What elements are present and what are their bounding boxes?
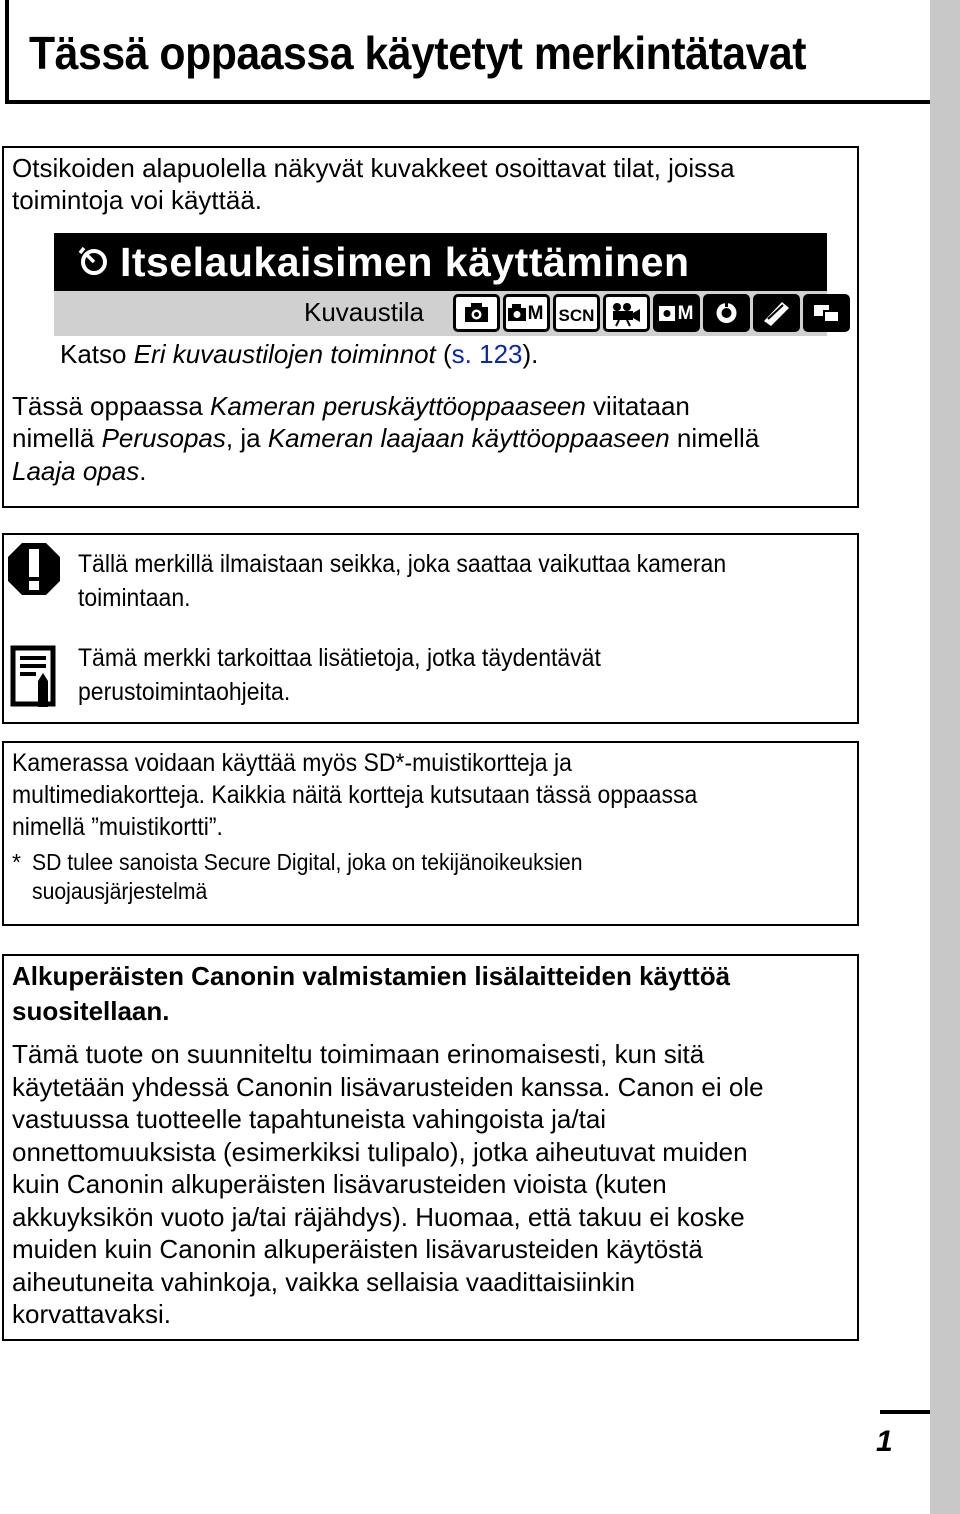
accessories-text-line: kuin Canonin alkuperäisten lisävarusteiden vioista (kuten bbox=[12, 1169, 667, 1199]
memo-text-line-1: Tämä merkki tarkoittaa lisätietoja, jotka täydentävät bbox=[78, 644, 601, 672]
memo-text-line-2: perustoimintaohjeita. bbox=[78, 678, 291, 706]
manuals-line-2: nimellä Perusopas, ja Kameran laajaan käyttöoppaaseen nimellä bbox=[12, 423, 760, 453]
example-section-title: Itselaukaisimen käyttäminen bbox=[120, 239, 690, 285]
accessories-text-line: vastuussa tuotteelle tapahtuneista vahingoista ja/tai bbox=[12, 1104, 607, 1134]
movie-mode-icon bbox=[603, 294, 650, 332]
accessories-text-line: korvattavaksi. bbox=[12, 1299, 171, 1329]
camera-auto-mode-icon bbox=[453, 294, 500, 332]
page-header bbox=[5, 0, 930, 104]
self-timer-icon bbox=[78, 245, 110, 277]
caution-text-line-1: Tällä merkillä ilmaistaan seikka, joka saattaa vaikuttaa kameran bbox=[78, 550, 727, 578]
shooting-mode-label: Kuvaustila bbox=[304, 297, 424, 327]
accessories-text-line: akkuyksikön vuoto ja/tai räjähdys). Huomaa, että takuu ei koske bbox=[12, 1202, 745, 1232]
intro-line-2: toimintoja voi käyttää. bbox=[12, 185, 263, 215]
memo-icon bbox=[10, 645, 58, 710]
sd-line-1: Kamerassa voidaan käyttää myös SD*-muistikortteja ja bbox=[12, 749, 572, 777]
sd-line-2: multimediakortteja. Kaikkia näitä kortteja kutsutaan tässä oppaassa bbox=[12, 781, 698, 809]
manuals-line-1: Tässä oppaassa Kameran peruskäyttöoppaaseen viitataan bbox=[12, 391, 690, 421]
caution-text-line-2: toimintaan. bbox=[78, 584, 191, 612]
shooting-mode-bar bbox=[54, 291, 827, 336]
see-reference: Katso Eri kuvaustilojen toiminnot (s. 123). bbox=[60, 339, 539, 369]
manuals-line-3: Laaja opas. bbox=[12, 456, 147, 486]
accessories-text-line: käytetään yhdessä Canonin lisävarusteiden kanssa. Canon ei ole bbox=[12, 1072, 764, 1102]
accessories-text-line: muiden kuin Canonin alkuperäisten lisävarusteiden käytöstä bbox=[12, 1234, 703, 1264]
accessories-text-line: aiheutuneita vahinkoja, vaikka sellaisia vaadittaisiinkin bbox=[12, 1267, 635, 1297]
shooting-mode-icons bbox=[453, 294, 850, 332]
caution-icon bbox=[8, 543, 60, 598]
side-tab-bar bbox=[930, 0, 960, 1514]
accessories-text-line: Tämä tuote on suunniteltu toimimaan erinomaisesti, kun sitä bbox=[12, 1039, 705, 1069]
accessories-text-line: onnettomuuksista (esimerkiksi tulipalo), jotka aiheutuvat muiden bbox=[12, 1137, 748, 1167]
footnote-line-1: SD tulee sanoista Secure Digital, joka on tekijänoikeuksien bbox=[32, 849, 583, 875]
page-title: Tässä oppaassa käytetyt merkintätavat bbox=[29, 27, 807, 79]
page-reference-link[interactable]: s. 123 bbox=[451, 339, 523, 369]
intro-line-1: Otsikoiden alapuolella näkyvät kuvakkeet osoittavat tilat, joissa bbox=[12, 153, 735, 183]
page-number: 1 bbox=[876, 1425, 893, 1458]
footnote-mark: * bbox=[12, 849, 21, 875]
accessories-heading-line-2: suositellaan. bbox=[12, 996, 170, 1026]
accessories-heading-line-1: Alkuperäisten Canonin valmistamien lisälaitteiden käyttöä bbox=[12, 961, 731, 991]
example-section-header bbox=[54, 233, 827, 291]
color-swap-mode-icon bbox=[803, 294, 850, 332]
special-scene-mode-icon bbox=[703, 294, 750, 332]
footnote-line-2: suojausjärjestelmä bbox=[32, 878, 208, 904]
scene-mode-icon: SCN bbox=[553, 294, 600, 332]
sd-line-3: nimellä ”muistikortti”. bbox=[12, 813, 223, 841]
footer-rule bbox=[880, 1410, 930, 1414]
stitch-assist-mode-icon bbox=[753, 294, 800, 332]
camera-manual-mode-icon: M bbox=[503, 294, 550, 332]
custom-mode-icon: M bbox=[653, 294, 700, 332]
